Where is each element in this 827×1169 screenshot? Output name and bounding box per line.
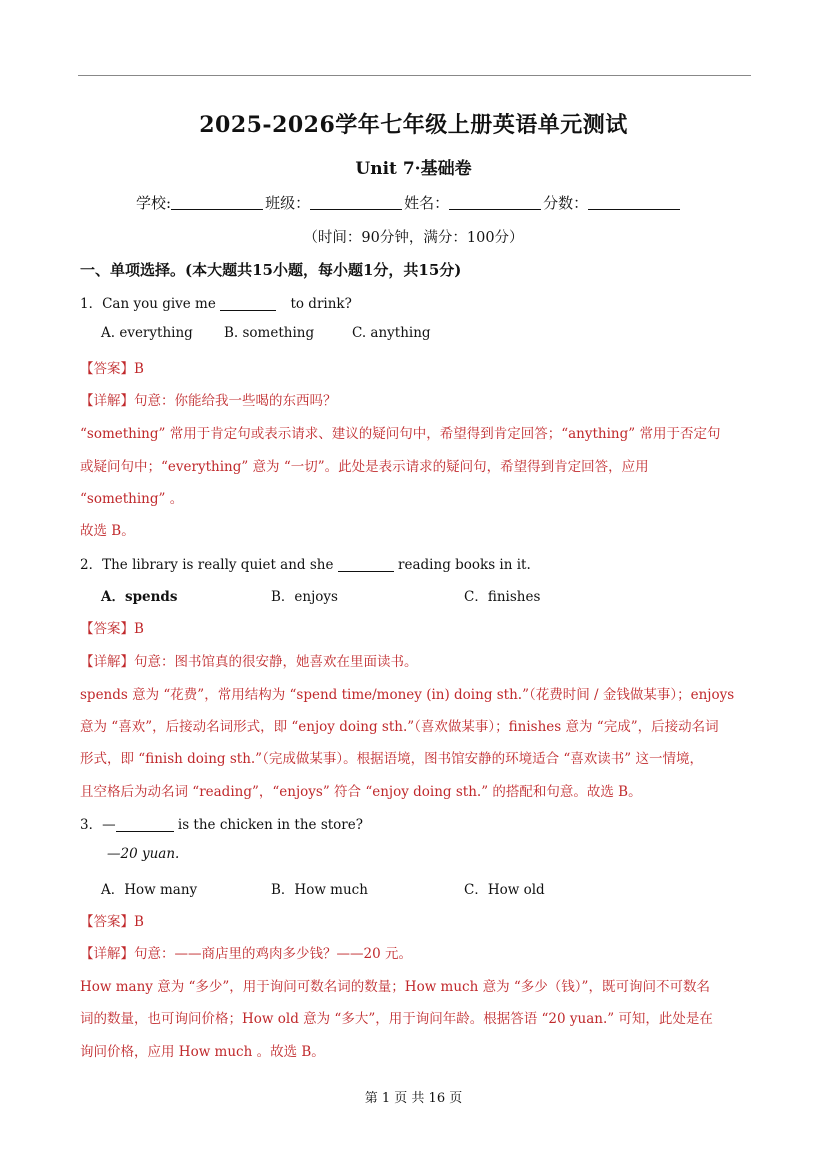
detail-line: spends 意为 “花费”，常用结构为 “spend time/money (in) doing sth.”（花费时间 / 金钱做某事）；enjoys	[80, 687, 735, 703]
answer-blank	[220, 296, 276, 311]
detail-line: “something” 。	[80, 491, 184, 507]
exam-subtitle: Unit 7·基础卷	[355, 159, 472, 179]
detail-line: 且空格后为动名词 “reading”，“enjoys” 符合 “enjoy doing sth.” 的搭配和句意。故选 B。	[80, 784, 642, 800]
name-label: 姓名：	[404, 194, 450, 212]
option-a[interactable]: A. everything	[101, 325, 193, 341]
answer-label: 【答案】B	[80, 914, 144, 930]
detail-head: 【详解】句意：——商店里的鸡肉多少钱？——20 元。	[80, 946, 412, 962]
score-field[interactable]	[588, 193, 680, 210]
detail-line: 意为 “喜欢”，后接动名词形式，即 “enjoy doing sth.”（喜欢做某事）；finishes 意为 “完成”，后接动名词	[80, 719, 719, 735]
detail-line: 询问价格，应用 How much 。故选 B。	[80, 1044, 325, 1060]
class-field[interactable]	[310, 193, 402, 210]
school-label: 学校:	[136, 194, 172, 212]
option-c[interactable]: C. anything	[352, 325, 431, 341]
option-c[interactable]: C．finishes	[464, 589, 541, 605]
student-info-row	[136, 192, 682, 213]
header-rule	[78, 75, 751, 76]
question-stem: 2．The library is really quiet and she reading books in it.	[80, 557, 531, 573]
page-footer: 第 1 页 共 16 页	[364, 1091, 463, 1106]
detail-line: 或疑问句中；“everything” 意为 “一切”。此处是表示请求的疑问句，希望得到肯定回答，应用	[80, 459, 649, 475]
option-a[interactable]: A．spends	[101, 589, 178, 605]
option-b[interactable]: B．enjoys	[271, 589, 338, 605]
option-b[interactable]: B．How much	[271, 882, 368, 898]
detail-head: 【详解】句意：图书馆真的很安静，她喜欢在里面读书。	[80, 654, 418, 670]
detail-head: 【详解】句意：你能给我一些喝的东西吗？	[80, 393, 337, 409]
name-field[interactable]	[449, 193, 541, 210]
time-note: （时间：90分钟，满分：100分）	[303, 230, 524, 246]
class-label: 班级：	[265, 194, 311, 212]
answer-blank	[338, 557, 394, 572]
option-a[interactable]: A．How many	[101, 882, 198, 898]
answer-label: 【答案】B	[80, 621, 144, 637]
detail-line: 形式，即 “finish doing sth.”（完成做某事）。根据语境，图书馆安静的环境适合 “喜欢读书” 这一情境，	[80, 751, 703, 767]
dialogue-reply: —20 yuan.	[107, 846, 180, 862]
school-field[interactable]	[171, 193, 263, 210]
question-stem: 3．— is the chicken in the store?	[80, 817, 363, 833]
exam-title: 2025-2026学年七年级上册英语单元测试	[199, 112, 628, 138]
score-label: 分数：	[543, 194, 589, 212]
answer-blank	[116, 817, 174, 832]
answer-label: 【答案】B	[80, 361, 144, 377]
option-c[interactable]: C．How old	[464, 882, 545, 898]
detail-line: 故选 B。	[80, 523, 135, 539]
detail-line: 词的数量，也可询问价格；How old 意为 “多大”，用于询问年龄。根据答语 “20 yuan.” 可知，此处是在	[80, 1011, 713, 1027]
section-title: 一、单项选择。(本大题共15小题，每小题1分，共15分)	[80, 261, 462, 279]
detail-line: How many 意为 “多少”，用于询问可数名词的数量；How much 意为 “多少（钱）”，既可询问不可数名	[80, 979, 710, 995]
option-b[interactable]: B. something	[224, 325, 315, 341]
question-stem: 1．Can you give me to drink?	[80, 296, 352, 312]
detail-line: “something” 常用于肯定句或表示请求、建议的疑问句中，希望得到肯定回答；“anything” 常用于否定句	[80, 426, 721, 442]
